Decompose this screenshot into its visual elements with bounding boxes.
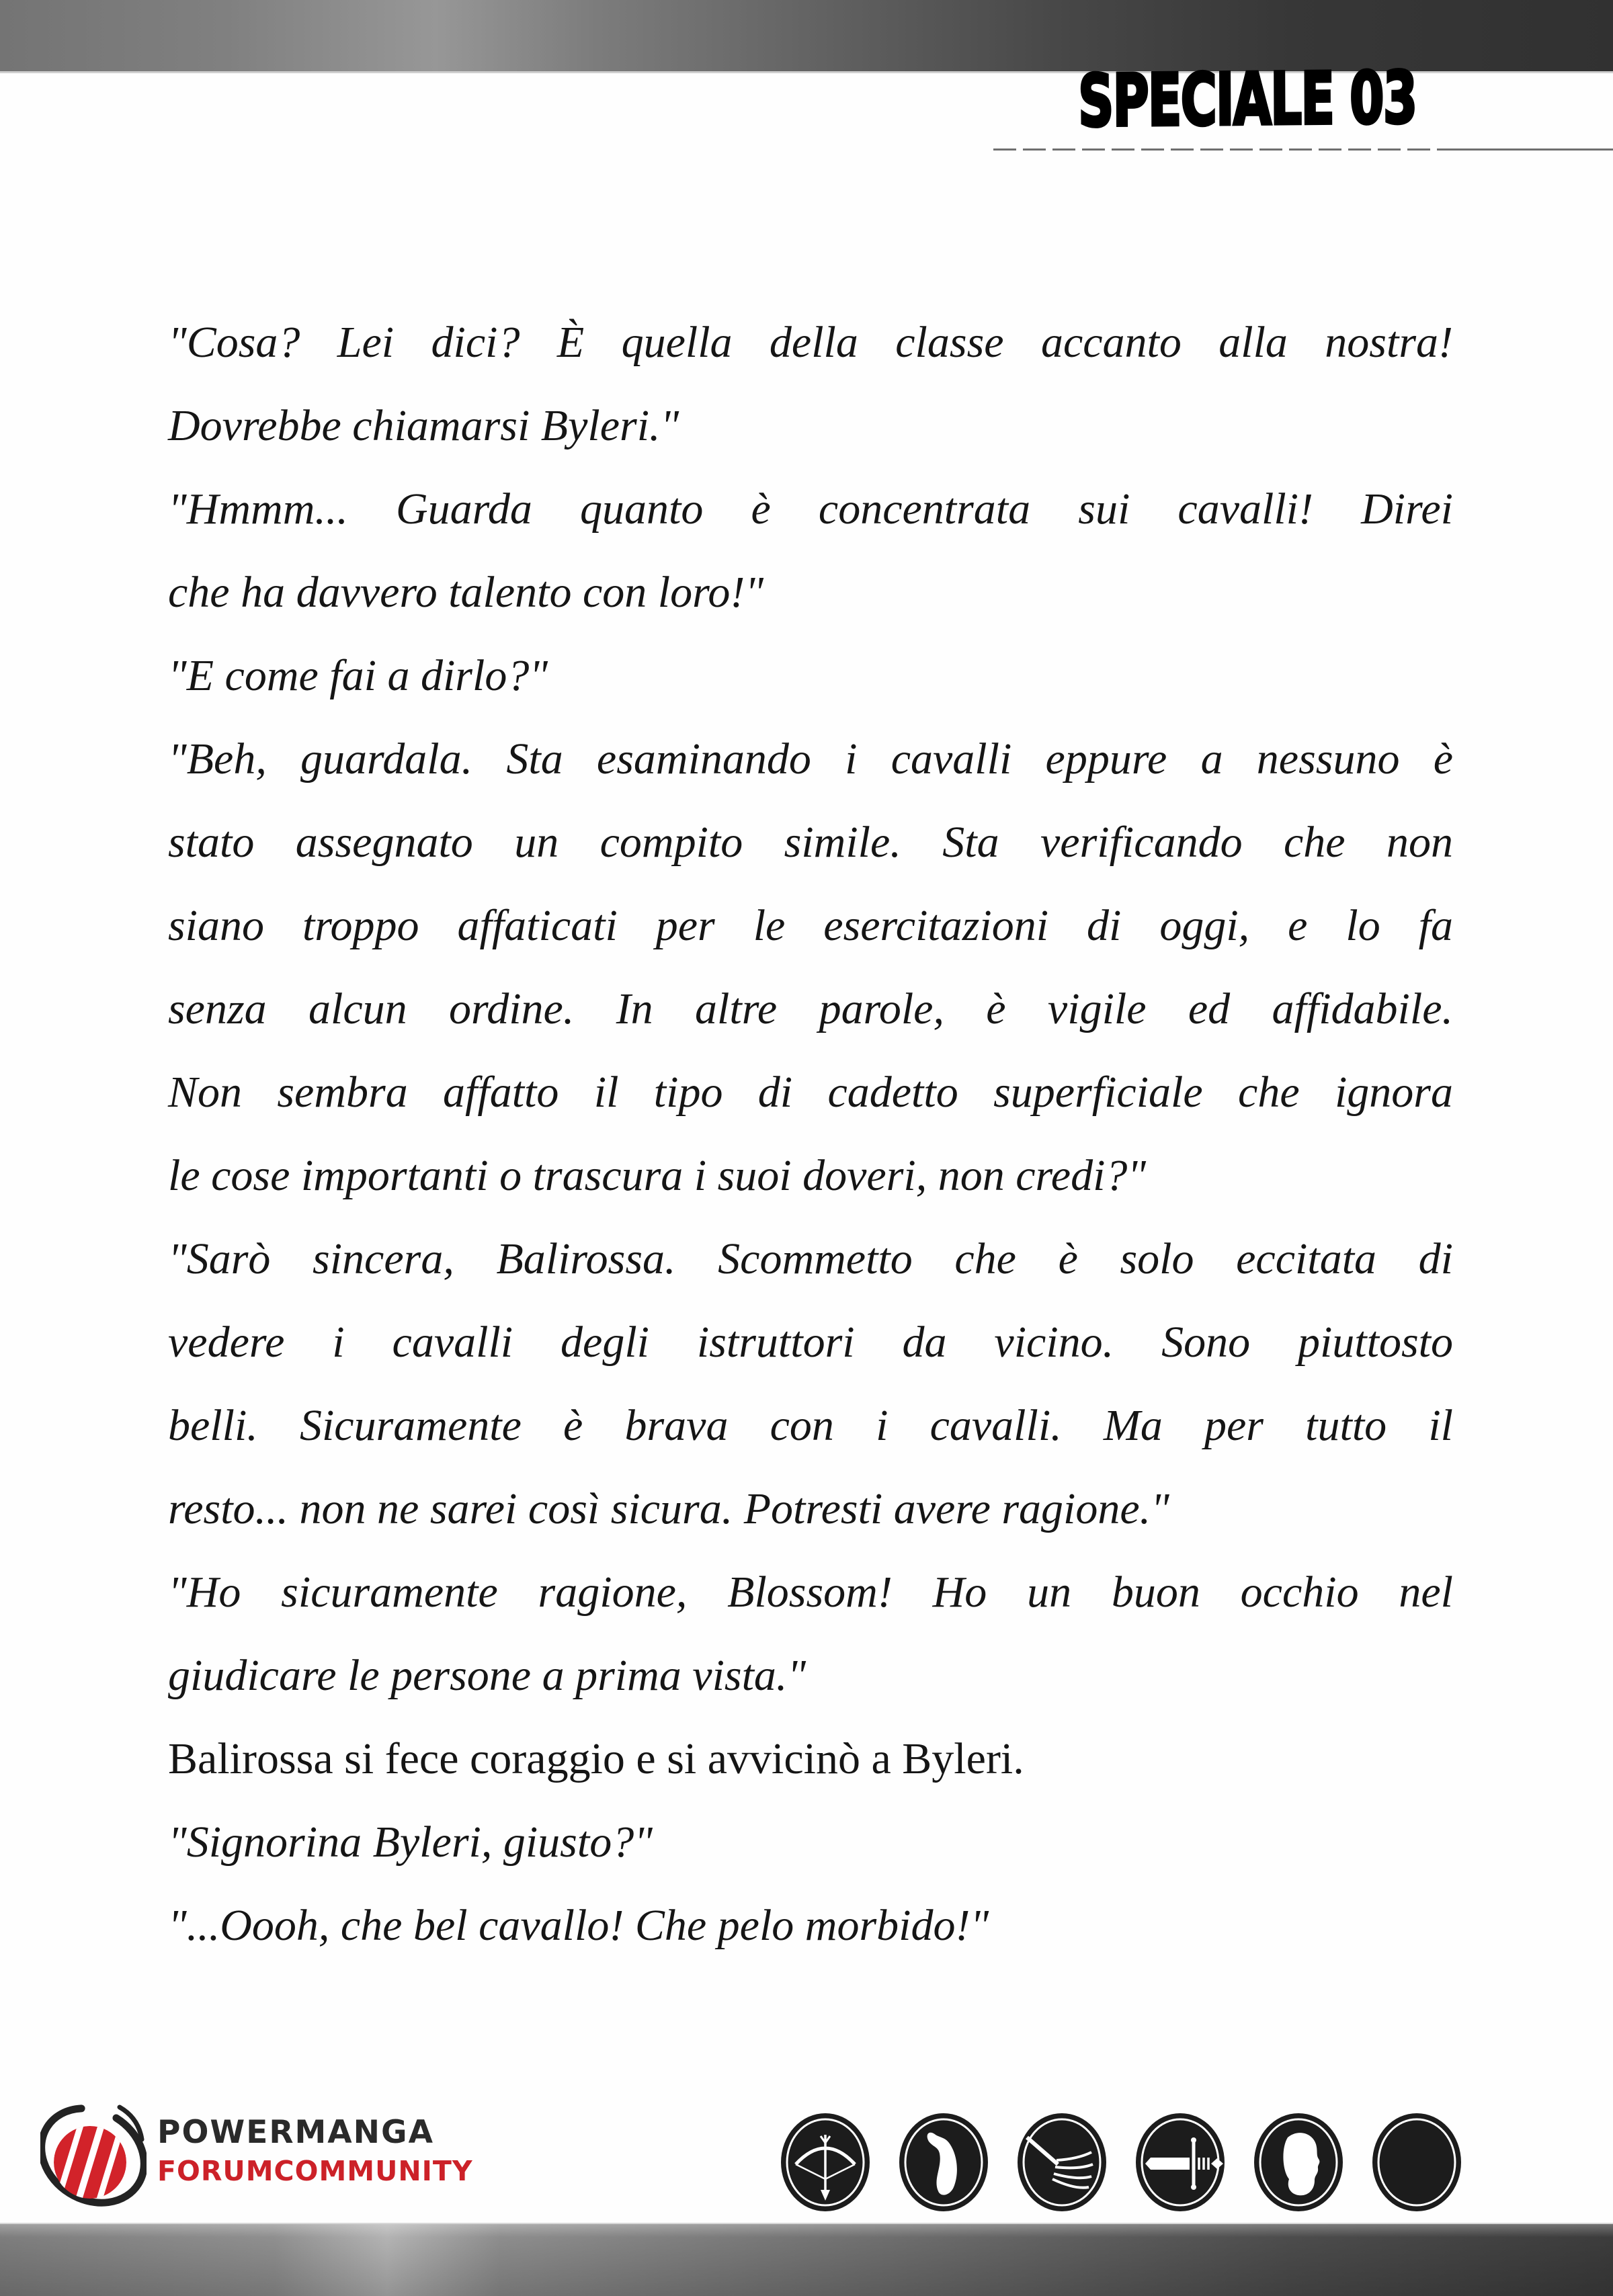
horn-icon [898, 2112, 989, 2213]
text-line: "Beh, guardala. Sta esaminando i cavalli eppure a nessuno è [168, 734, 1453, 783]
brand-block [157, 2114, 473, 2187]
brand-name: POWERMANGA [157, 2114, 434, 2151]
powermanga-logo-icon [40, 2092, 147, 2220]
underline-solid-segment [1457, 148, 1613, 151]
title-underline [993, 148, 1613, 151]
weapon-badge-row [780, 2112, 1462, 2213]
bottom-scan-band [0, 2223, 1613, 2296]
text-line: Dovrebbe chiamarsi Byleri." [168, 401, 679, 450]
text-line: Balirossa si fece coraggio e si avvicinò a Byleri. [168, 1734, 1024, 1783]
bow-arrow-icon [780, 2112, 871, 2213]
text-line: senza alcun ordine. In altre parole, è vigile ed affidabile. [168, 984, 1453, 1033]
blank-badge-icon [1371, 2112, 1462, 2213]
head-profile-icon [1253, 2112, 1344, 2213]
page-title: SPECIALE 03 [1077, 56, 1417, 143]
text-line: siano troppo affaticati per le esercitazioni di oggi, e lo fa [168, 901, 1453, 950]
brand-community: FORUMCOMMUNITY [157, 2155, 473, 2187]
text-line: "Hmmm... Guarda quanto è concentrata sui cavalli! Direi [168, 484, 1453, 534]
text-line: belli. Sicuramente è brava con i cavalli. Ma per tutto il [168, 1401, 1453, 1450]
text-line: resto... non ne sarei così sicura. Potresti avere ragione." [168, 1484, 1169, 1533]
text-line: "Sarò sincera, Balirossa. Scommetto che è solo eccitata di [168, 1234, 1453, 1283]
text-line: "Ho sicuramente ragione, Blossom! Ho un buon occhio nel [168, 1568, 1453, 1617]
text-line: Non sembra affatto il tipo di cadetto superficiale che ignora [168, 1068, 1453, 1117]
text-line: "E come fai a dirlo?" [168, 651, 548, 700]
text-line: giudicare le persone a prima vista." [168, 1651, 806, 1700]
text-line: "Signorina Byleri, giusto?" [168, 1818, 653, 1867]
text-line: "Cosa? Lei dici? È quella della classe accanto alla nostra! [168, 318, 1453, 367]
text-line: stato assegnato un compito simile. Sta verificando che non [168, 818, 1453, 867]
text-line: vedere i cavalli degli istruttori da vicino. Sono piuttosto [168, 1318, 1453, 1367]
sword-icon [1134, 2112, 1226, 2213]
text-line: le cose importanti o trascura i suoi doveri, non credi?" [168, 1151, 1147, 1200]
text-line: che ha davvero talento con loro!" [168, 568, 764, 617]
pitchfork-icon [1016, 2112, 1108, 2213]
story-text [168, 301, 1453, 1967]
underline-dashed-segment [993, 148, 1457, 151]
text-line: "...Oooh, che bel cavallo! Che pelo morbido!" [168, 1901, 989, 1950]
